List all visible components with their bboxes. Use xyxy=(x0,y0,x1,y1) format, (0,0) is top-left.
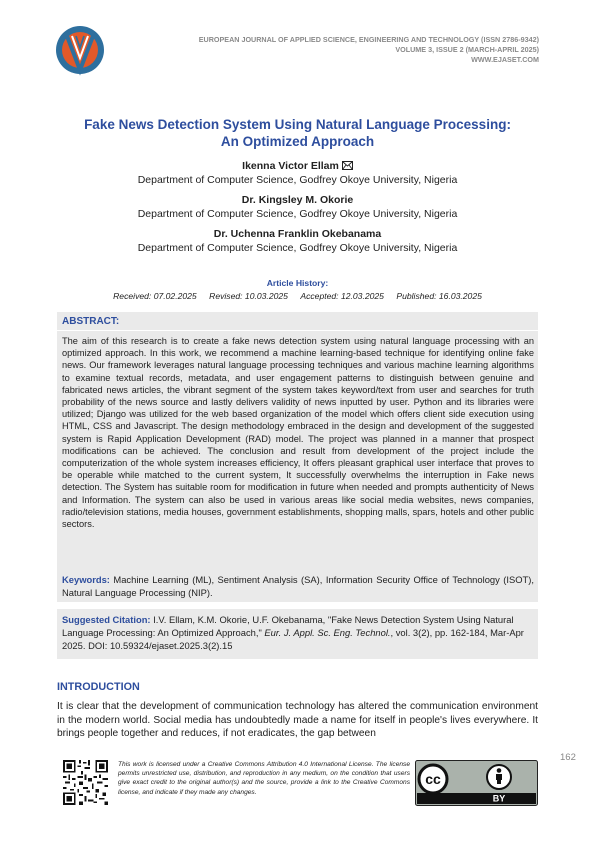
svg-text:cc: cc xyxy=(425,771,441,787)
journal-website: WWW.EJASET.COM xyxy=(471,55,539,64)
qr-code xyxy=(63,760,108,805)
author-2 xyxy=(40,193,555,221)
author-1-name: Ikenna Victor Ellam xyxy=(242,160,339,172)
journal-header xyxy=(119,35,539,65)
author-3-affiliation: Department of Computer Science, Godfrey Okoye University, Nigeria xyxy=(137,242,458,254)
citation-journal: Eur. J. Appl. Sc. Eng. Technol. xyxy=(264,627,391,638)
author-3 xyxy=(40,227,555,255)
paper-title-line-1: Fake News Detection System Using Natural Language Processing: xyxy=(84,117,511,132)
page-number: 162 xyxy=(560,752,576,763)
journal-volume: VOLUME 3, ISSUE 2 (MARCH-APRIL 2025) xyxy=(395,45,539,54)
keywords-box xyxy=(57,572,538,602)
introduction-heading: INTRODUCTION xyxy=(57,681,140,693)
citation-label: Suggested Citation: xyxy=(62,614,151,625)
abstract-box xyxy=(57,312,538,572)
creative-commons-icon xyxy=(419,765,447,793)
cc-by-license-badge[interactable] xyxy=(415,760,538,806)
paper-title xyxy=(40,116,555,150)
paper-title-line-2: An Optimized Approach xyxy=(220,134,375,149)
citation-box xyxy=(57,609,538,659)
license-text: This work is licensed under a Creative Commons Attribution 4.0 International License. The license permits unrestricted use, distribution, and reproduction in any medium, on the condition that users give exact credit to the original author(s) and the source, provide a link to the Creative Commons license, and indicate if they made any changes. xyxy=(118,761,410,796)
email-icon[interactable] xyxy=(342,161,353,170)
article-history-title: Article History: xyxy=(266,278,329,288)
author-2-affiliation: Department of Computer Science, Godfrey Okoye University, Nigeria xyxy=(137,208,458,220)
abstract-heading: ABSTRACT: xyxy=(62,316,120,327)
attribution-icon xyxy=(487,765,511,789)
citation-details[interactable]: , vol. 3(2), pp. 162-184, Mar-Apr 2025. DOI: 10.59324/ejaset.2025.3(2).15 xyxy=(62,627,524,651)
abstract-divider xyxy=(57,330,538,331)
introduction-text: It is clear that the development of communication technology has altered the communication environment in the modern world. Social media has undoubtedly made a name for itself in people's lives everywhere. It brings people together and reduces, if not eradicates, the gap between xyxy=(57,701,538,740)
accepted-date: Accepted: 12.03.2025 xyxy=(300,291,384,301)
journal-name: EUROPEAN JOURNAL OF APPLIED SCIENCE, ENGINEERING AND TECHNOLOGY (ISSN 2786-9342) xyxy=(198,35,539,44)
abstract-text: The aim of this research is to create a fake news detection system using natural language processing with an optimized approach. In this work, we recommend a machine learning-based technique for identifying online fake news. Our framework leverages natural language processing techniques and various machine learning algorithms to examine textual records, metadata, and user engagement patterns to distinguish between genuine and fabricated news articles, the vibrant segment of the system takes keyword/text from user and searches for truth probability of the news source and lastly delivers validity of news inputted by user. Python and its libraries were utilized; Django was utilized for the web based organization of the model which offers client side execution using HTML, CSS and Javascript. The design methodology embraced in the design and development of the suggested system is Rapid Application Development (RAD) model. The project was planned in a manner that prospect modifications can be achieved. The conclusion and result from development of the project include the computerization of the whole system increases efficiency, It offers pleasant graphical user interface that proves to be operable while matched to the current system, It successfully overwhelms the interruption in Fake news detection. The System has suitable room for modification in future when needed and prompts authenticity of News and Information. The system can also be used in various areas like social media websites, news companies, radio/television stations, media houses, government establishments, shopping malls, spars, hotels and other public sectors. xyxy=(62,336,534,530)
author-3-name: Dr. Uchenna Franklin Okebanama xyxy=(213,228,382,240)
article-history-dates xyxy=(40,291,555,301)
published-date: Published: 16.03.2025 xyxy=(396,291,482,301)
received-date: Received: 07.02.2025 xyxy=(113,291,197,301)
keywords-label: Keywords: xyxy=(62,574,110,585)
keywords-text: Machine Learning (ML), Sentiment Analysis (SA), Information Security Office of Technology (ISOT), Natural Language Processing (NIP). xyxy=(62,574,534,598)
author-2-name: Dr. Kingsley M. Okorie xyxy=(241,194,354,206)
cc-by-label: BY xyxy=(492,793,506,804)
author-1 xyxy=(40,159,555,187)
journal-logo xyxy=(55,22,105,82)
citation-text: I.V. Ellam, K.M. Okorie, U.F. Okebanama, "Fake News Detection System Using Natural Language Processing: An Optimized Approach," xyxy=(62,614,514,638)
author-1-affiliation: Department of Computer Science, Godfrey Okoye University, Nigeria xyxy=(137,174,458,186)
revised-date: Revised: 10.03.2025 xyxy=(209,291,288,301)
